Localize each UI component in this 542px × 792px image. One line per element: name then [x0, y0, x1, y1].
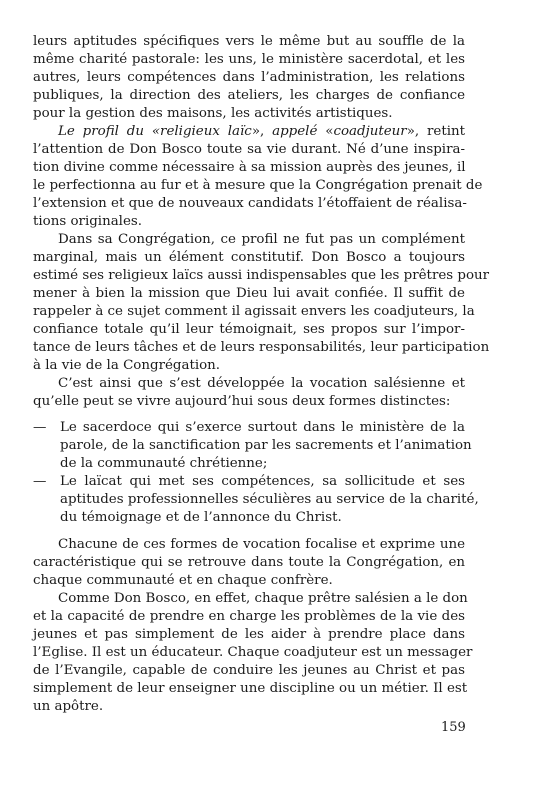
text-line: chaque communauté et en chaque confrère.: [33, 573, 333, 588]
text-line: simplement de leur enseigner une discipline ou un métier. Il est: [33, 681, 468, 696]
text-line: un apôtre.: [33, 699, 104, 714]
list-item-line: aptitudes professionnelles séculières au service de la charité,: [60, 492, 479, 507]
text-line: mener à bien la mission que Dieu lui avait confiée. Il suffit de: [33, 286, 465, 301]
text-line: jeunes et pas simplement de les aider à prendre place dans: [33, 627, 465, 642]
text-line: l’attention de Don Bosco toute sa vie durant. Né d’une inspira-: [33, 142, 465, 157]
text-line: autres, leurs compétences dans l’administration, les relations: [33, 70, 465, 85]
text-line: estimé ses religieux laïcs aussi indispensables que les prêtres pour: [33, 268, 490, 283]
text-line: pour la gestion des maisons, les activités artistiques.: [33, 106, 393, 121]
text-line: leurs aptitudes spécifiques vers le même but au souffle de la: [33, 34, 465, 49]
page-number: 159: [441, 720, 466, 735]
list-item-line: parole, de la sanctification par les sacrements et l’animation: [60, 438, 472, 453]
text-line: à la vie de la Congrégation.: [33, 358, 221, 373]
text-line: tance de leurs tâches et de leurs responsabilités, leur participation: [33, 340, 490, 355]
text-line: tions originales.: [33, 214, 143, 229]
text-line: et la capacité de prendre en charge les problèmes de la vie des: [33, 609, 465, 624]
text-line: qu’elle peut se vivre aujourd’hui sous deux formes distinctes:: [33, 394, 451, 409]
text-line-italic-profile: Le profil du «religieux laïc», appelé «coadjuteur», retint: [58, 124, 465, 139]
text-line: l’Eglise. Il est un éducateur. Chaque coadjuteur est un messager: [33, 645, 473, 660]
list-item-line: de la communauté chrétienne;: [60, 456, 268, 471]
text-line: confiance totale qu’il leur témoignait, ses propos sur l’impor-: [33, 322, 465, 337]
list-item-line: du témoignage et de l’annonce du Christ.: [60, 510, 342, 525]
list-dash: —: [33, 420, 47, 435]
text-line: marginal, mais un élément constitutif. Don Bosco a toujours: [33, 250, 465, 265]
list-item-line: Le laïcat qui met ses compétences, sa sollicitude et ses: [60, 474, 465, 489]
text-line: Dans sa Congrégation, ce profil ne fut pas un complément: [58, 232, 465, 247]
text-line: tion divine comme nécessaire à sa mission auprès des jeunes, il: [33, 160, 466, 175]
text-line: de l’Evangile, capable de conduire les jeunes au Christ et pas: [33, 663, 465, 678]
text-line: le perfectionna au fur et à mesure que la Congrégation prenait de: [33, 178, 483, 193]
text-line: l’extension et que de nouveaux candidats l’étoffaient de réalisa-: [33, 196, 467, 211]
text-line: publiques, la direction des ateliers, les charges de confiance: [33, 88, 465, 103]
list-dash: —: [33, 474, 47, 489]
text-line: rappeler à ce sujet comment il agissait envers les coadjuteurs, la: [33, 304, 475, 319]
text-line: Comme Don Bosco, en effet, chaque prêtre salésien a le don: [58, 591, 468, 606]
text-line: caractéristique qui se retrouve dans toute la Congrégation, en: [33, 555, 465, 570]
list-item-line: Le sacerdoce qui s’exerce surtout dans le ministère de la: [60, 420, 465, 435]
text-line: Chacune de ces formes de vocation focalise et exprime une: [58, 537, 465, 552]
text-line: même charité pastorale: les uns, le ministère sacerdotal, et les: [33, 52, 465, 67]
text-line: C’est ainsi que s’est développée la vocation salésienne et: [58, 376, 465, 391]
